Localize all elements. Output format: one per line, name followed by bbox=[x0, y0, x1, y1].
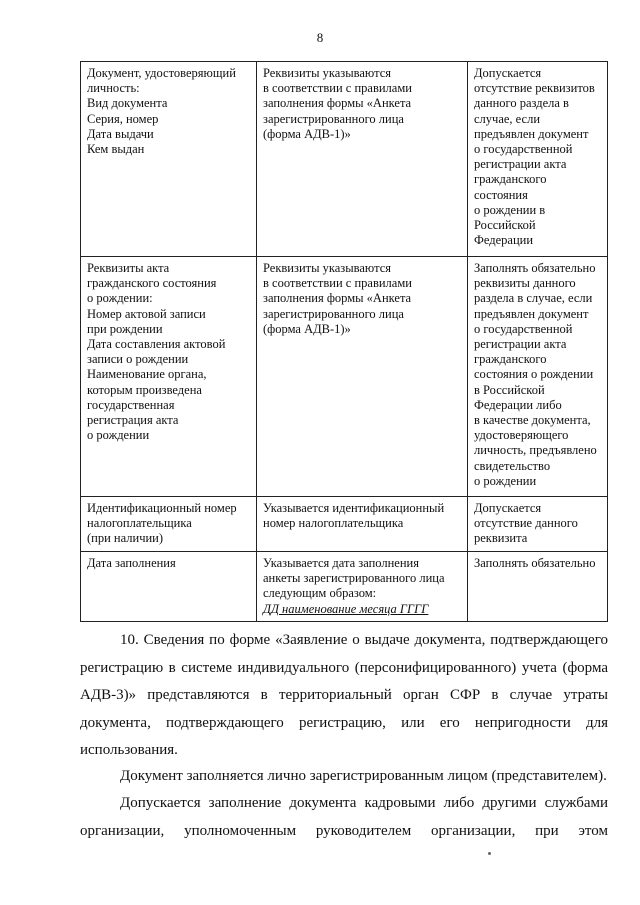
cell-line: состояния bbox=[474, 187, 528, 202]
cell-line: гражданского bbox=[474, 172, 547, 187]
cell-line: случае, если bbox=[474, 111, 541, 126]
table-cell-col2 bbox=[257, 62, 468, 257]
cell-line: Допускается bbox=[474, 501, 542, 515]
cell-line: предъявлен документ bbox=[474, 306, 589, 321]
cell-line: отсутствие данного bbox=[474, 516, 578, 531]
cell-line: Серия, номер bbox=[87, 111, 159, 126]
cell-line: реквизиты данного bbox=[474, 276, 576, 291]
cell-line: личность: bbox=[87, 81, 140, 96]
paragraph-filling: Документ заполняется лично зарегистрированным лицом (представителем). bbox=[120, 768, 607, 784]
cell-line: Дата заполнения bbox=[87, 556, 176, 570]
cell-line: Допускается bbox=[474, 66, 542, 80]
cell-line: данного раздела в bbox=[474, 96, 569, 111]
cell-line: о рождении bbox=[87, 428, 150, 443]
cell-line: номер налогоплательщика bbox=[263, 516, 404, 531]
table-row bbox=[81, 257, 608, 497]
cell-line: реквизита bbox=[474, 531, 528, 546]
scan-dot bbox=[488, 852, 491, 855]
table-row bbox=[81, 62, 608, 257]
cell-line: свидетельство bbox=[474, 458, 551, 473]
cell-line: при рождении bbox=[87, 321, 163, 336]
requisites-table-body bbox=[81, 62, 608, 622]
table-cell-col1 bbox=[81, 62, 257, 257]
table-cell-col3 bbox=[468, 257, 608, 497]
table-cell-col1 bbox=[81, 552, 257, 622]
cell-line: Номер актовой записи bbox=[87, 306, 206, 321]
table-cell-col1 bbox=[81, 497, 257, 552]
cell-line: Вид документа bbox=[87, 96, 168, 111]
cell-line: гражданского состояния bbox=[87, 276, 217, 291]
cell-line: Указывается дата заполнения bbox=[263, 556, 419, 570]
cell-line: Федерации либо bbox=[474, 397, 562, 412]
cell-line: регистрации акта bbox=[474, 337, 567, 352]
date-format-example: ДД наименование месяца ГГГГ bbox=[263, 601, 429, 616]
cell-line: Федерации bbox=[474, 233, 534, 248]
cell-line: (форма АДВ-1)» bbox=[263, 126, 351, 141]
cell-line: (при наличии) bbox=[87, 531, 164, 546]
cell-line: удостоверяющего bbox=[474, 428, 569, 443]
cell-line: в качестве документа, bbox=[474, 413, 591, 428]
cell-line: отсутствие реквизитов bbox=[474, 81, 595, 96]
cell-line: Российской bbox=[474, 218, 536, 233]
cell-line: Кем выдан bbox=[87, 142, 145, 157]
cell-line: о рождении в bbox=[474, 202, 546, 217]
paragraph-permission: Допускается заполнение документа кадровыми либо другими службами организации, уполномоченным руководителем организации, при этом bbox=[80, 795, 608, 839]
cell-line: Указывается идентификационный bbox=[263, 501, 445, 515]
cell-line: (форма АДВ-1)» bbox=[263, 321, 351, 336]
cell-line: следующим образом: bbox=[263, 586, 377, 601]
cell-line: Идентификационный номер bbox=[87, 501, 237, 515]
cell-line: зарегистрированного лица bbox=[263, 111, 404, 126]
cell-line: Реквизиты указываются bbox=[263, 261, 392, 275]
cell-line: личность, предъявлено bbox=[474, 443, 597, 458]
cell-line: Наименование органа, bbox=[87, 367, 207, 382]
cell-line: налогоплательщика bbox=[87, 516, 192, 531]
cell-line: в соответствии с правилами bbox=[263, 276, 412, 291]
table-row bbox=[81, 497, 608, 552]
cell-line: о государственной bbox=[474, 142, 573, 157]
cell-line: государственная bbox=[87, 397, 175, 412]
table-cell-col3 bbox=[468, 497, 608, 552]
cell-line: зарегистрированного лица bbox=[263, 306, 404, 321]
cell-line: о государственной bbox=[474, 321, 573, 336]
cell-line: Дата составления актовой bbox=[87, 337, 226, 352]
table-cell-col2 bbox=[257, 552, 468, 622]
cell-line: анкеты зарегистрированного лица bbox=[263, 571, 445, 586]
cell-line: предъявлен документ bbox=[474, 126, 589, 141]
cell-line: в соответствии с правилами bbox=[263, 81, 412, 96]
cell-line: раздела в случае, если bbox=[474, 291, 593, 306]
cell-line: записи о рождении bbox=[87, 352, 189, 367]
cell-line: в Российской bbox=[474, 382, 545, 397]
table-cell-col3 bbox=[468, 552, 608, 622]
cell-line: о рождении: bbox=[87, 291, 153, 306]
cell-line: которым произведена bbox=[87, 382, 202, 397]
cell-line: Заполнять обязательно bbox=[474, 556, 596, 570]
cell-line: гражданского bbox=[474, 352, 547, 367]
table-row bbox=[81, 552, 608, 622]
cell-line: регистрация акта bbox=[87, 413, 179, 428]
table-cell-col2 bbox=[257, 497, 468, 552]
cell-line: регистрации акта bbox=[474, 157, 567, 172]
table-cell-col3 bbox=[468, 62, 608, 257]
cell-line: о рождении bbox=[474, 473, 537, 488]
cell-line: Реквизиты указываются bbox=[263, 66, 392, 80]
cell-line: состояния о рождении bbox=[474, 367, 594, 382]
cell-line: Документ, удостоверяющий bbox=[87, 66, 236, 80]
requisites-table bbox=[80, 61, 608, 622]
cell-line: Заполнять обязательно bbox=[474, 261, 596, 275]
cell-line: Реквизиты акта bbox=[87, 261, 170, 275]
page-number: 8 bbox=[316, 30, 324, 45]
cell-line: заполнения формы «Анкета bbox=[263, 291, 412, 306]
table-cell-col1 bbox=[81, 257, 257, 497]
cell-line: заполнения формы «Анкета bbox=[263, 96, 412, 111]
table-cell-col2 bbox=[257, 257, 468, 497]
cell-line: Дата выдачи bbox=[87, 126, 154, 141]
paragraph-10: 10. Сведения по форме «Заявление о выдаче документа, подтверждающего регистрацию в системе индивидуального (персонифицированного) учета (форма АДВ-3)» представляются в территориальный орган СФР в случае утраты документа, подтверждающего регистрацию, или его непригодности для использования. bbox=[80, 632, 608, 758]
